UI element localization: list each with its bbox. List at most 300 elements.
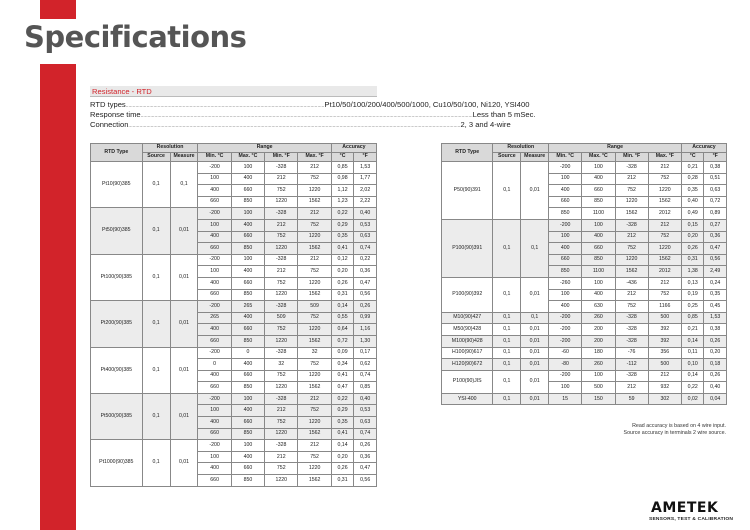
range-max-c-cell: 100 <box>231 440 264 452</box>
accuracy-c-cell: 0,11 <box>681 347 703 359</box>
rtd-type-cell: Pt400(90)385 <box>91 347 143 393</box>
accuracy-f-cell: 0,53 <box>354 219 377 231</box>
source-resolution-cell: 0,1 <box>493 324 521 336</box>
range-min-f-cell: -436 <box>615 277 648 289</box>
measure-resolution-cell: 0,01 <box>521 370 549 393</box>
range-min-c-cell: 265 <box>198 312 231 324</box>
range-max-c-cell: 100 <box>582 370 615 382</box>
intro-section <box>90 86 536 130</box>
col-header-range: Range <box>549 144 682 153</box>
range-max-c-cell: 400 <box>231 266 264 278</box>
range-min-c-cell: 100 <box>198 173 231 185</box>
rtd-spec-table-left <box>90 143 377 487</box>
table-row <box>91 393 377 405</box>
col-header-rtd-type: RTD Type <box>91 144 143 162</box>
range-max-f-cell: 1562 <box>298 382 331 394</box>
range-min-f-cell: -328 <box>265 162 298 174</box>
range-max-f-cell: 752 <box>298 405 331 417</box>
range-max-c-cell: 100 <box>231 393 264 405</box>
range-min-f-cell: 752 <box>265 185 298 197</box>
range-min-c-cell: 660 <box>198 289 231 301</box>
col-header-measure: Measure <box>170 153 198 162</box>
table-row <box>91 254 377 266</box>
range-min-f-cell: -112 <box>615 359 648 371</box>
accuracy-f-cell: 0,17 <box>354 347 377 359</box>
range-max-f-cell: 32 <box>298 347 331 359</box>
source-resolution-cell: 0,1 <box>493 312 521 324</box>
range-max-f-cell: 212 <box>648 162 681 174</box>
side-bar <box>40 64 76 530</box>
range-min-c-cell: -200 <box>198 347 231 359</box>
accuracy-c-cell: 0,21 <box>681 324 703 336</box>
range-max-c-cell: 400 <box>231 219 264 231</box>
range-min-f-cell: 752 <box>265 231 298 243</box>
accuracy-f-cell: 0,38 <box>704 162 727 174</box>
table-row <box>442 359 727 371</box>
range-max-c-cell: 100 <box>231 254 264 266</box>
table-row <box>442 324 727 336</box>
range-min-f-cell: -328 <box>265 440 298 452</box>
col-header-min-c: Min. °C <box>549 153 582 162</box>
measure-resolution-cell: 0,01 <box>521 393 549 405</box>
accuracy-c-cell: 0,47 <box>331 382 354 394</box>
intro-label: RTD types <box>90 100 126 109</box>
range-max-f-cell: 212 <box>648 219 681 231</box>
table-row <box>442 162 727 174</box>
source-resolution-cell: 0,1 <box>142 347 170 393</box>
accuracy-f-cell: 0,45 <box>704 301 727 313</box>
accuracy-f-cell: 0,74 <box>354 370 377 382</box>
range-min-f-cell: 752 <box>265 277 298 289</box>
measure-resolution-cell: 0,1 <box>521 219 549 277</box>
accuracy-f-cell: 0,22 <box>354 254 377 266</box>
accuracy-f-cell: 0,40 <box>354 208 377 220</box>
range-min-c-cell: 15 <box>549 393 582 405</box>
accuracy-f-cell: 0,47 <box>354 277 377 289</box>
range-min-c-cell: 660 <box>549 254 582 266</box>
accuracy-c-cell: 0,41 <box>331 428 354 440</box>
range-max-c-cell: 400 <box>231 312 264 324</box>
accuracy-c-cell: 0,64 <box>331 324 354 336</box>
range-min-f-cell: 752 <box>265 463 298 475</box>
range-min-f-cell: 212 <box>265 451 298 463</box>
accuracy-c-cell: 0,29 <box>331 405 354 417</box>
range-min-f-cell: 212 <box>265 219 298 231</box>
measure-resolution-cell: 0,1 <box>170 162 198 208</box>
range-min-f-cell: 32 <box>265 359 298 371</box>
col-header-range: Range <box>198 144 331 153</box>
range-min-c-cell: -200 <box>198 393 231 405</box>
accuracy-c-cell: 0,31 <box>331 289 354 301</box>
col-header-max-c: Max. °C <box>582 153 615 162</box>
range-min-f-cell: 212 <box>265 173 298 185</box>
range-max-c-cell: 400 <box>231 451 264 463</box>
rtd-type-cell: P50(90)391 <box>442 162 493 220</box>
leader-dots: ............................................................................................................................................................................................................................................... <box>140 113 473 119</box>
accuracy-f-cell: 0,26 <box>704 335 727 347</box>
range-max-f-cell: 752 <box>298 451 331 463</box>
logo-text: AMETEK <box>651 500 719 516</box>
range-max-c-cell: 850 <box>231 335 264 347</box>
range-min-f-cell: 752 <box>265 324 298 336</box>
range-max-f-cell: 212 <box>298 440 331 452</box>
range-min-f-cell: 1562 <box>615 266 648 278</box>
accuracy-f-cell: 0,27 <box>704 219 727 231</box>
range-min-f-cell: 1220 <box>265 428 298 440</box>
col-header-rtd-type: RTD Type <box>442 144 493 162</box>
range-max-c-cell: 850 <box>582 254 615 266</box>
accuracy-f-cell: 0,56 <box>354 475 377 487</box>
table-row <box>442 370 727 382</box>
range-max-f-cell: 392 <box>648 335 681 347</box>
source-resolution-cell: 0,1 <box>493 277 521 312</box>
accuracy-c-cell: 0,02 <box>681 393 703 405</box>
range-max-f-cell: 752 <box>298 359 331 371</box>
table-row <box>91 208 377 220</box>
range-min-c-cell: -200 <box>198 301 231 313</box>
range-max-c-cell: 660 <box>231 185 264 197</box>
accuracy-c-cell: 0,13 <box>681 277 703 289</box>
range-min-c-cell: 100 <box>549 173 582 185</box>
col-header-min-f: Min. °F <box>615 153 648 162</box>
range-max-f-cell: 1562 <box>298 243 331 255</box>
accuracy-c-cell: 0,28 <box>681 173 703 185</box>
accuracy-f-cell: 0,38 <box>704 324 727 336</box>
range-min-f-cell: -328 <box>615 335 648 347</box>
col-header-resolution: Resolution <box>142 144 198 153</box>
range-max-c-cell: 100 <box>231 208 264 220</box>
range-min-f-cell: 212 <box>265 405 298 417</box>
range-min-c-cell: 850 <box>549 208 582 220</box>
rtd-spec-table-right <box>441 143 727 405</box>
col-header-resolution: Resolution <box>493 144 549 153</box>
range-max-c-cell: 1100 <box>582 208 615 220</box>
range-max-c-cell: 850 <box>231 196 264 208</box>
intro-row <box>90 120 511 130</box>
range-min-f-cell: -328 <box>265 254 298 266</box>
range-min-c-cell: 100 <box>549 289 582 301</box>
accuracy-c-cell: 0,12 <box>331 254 354 266</box>
intro-value: Pt10/50/100/200/400/500/1000, Cu10/50/100, Ni120, YSI400 <box>324 100 530 109</box>
rtd-type-cell: Pt50(90)385 <box>91 208 143 254</box>
accuracy-c-cell: 1,12 <box>331 185 354 197</box>
accuracy-c-cell: 0,20 <box>331 451 354 463</box>
accuracy-f-cell: 0,63 <box>704 185 727 197</box>
accuracy-c-cell: 0,15 <box>681 219 703 231</box>
intro-label: Connection <box>90 120 129 129</box>
range-max-f-cell: 1220 <box>298 231 331 243</box>
range-max-c-cell: 200 <box>582 335 615 347</box>
source-resolution-cell: 0,1 <box>142 162 170 208</box>
range-max-c-cell: 500 <box>582 382 615 394</box>
accuracy-c-cell: 0,41 <box>331 243 354 255</box>
source-resolution-cell: 0,1 <box>493 347 521 359</box>
range-min-c-cell: 100 <box>198 219 231 231</box>
range-max-c-cell: 850 <box>231 289 264 301</box>
range-max-c-cell: 100 <box>231 162 264 174</box>
accuracy-c-cell: 0,85 <box>681 312 703 324</box>
range-max-c-cell: 180 <box>582 347 615 359</box>
range-min-f-cell: -328 <box>265 393 298 405</box>
accuracy-c-cell: 0,40 <box>681 196 703 208</box>
range-min-c-cell: 100 <box>549 382 582 394</box>
accuracy-f-cell: 2,22 <box>354 196 377 208</box>
range-max-c-cell: 660 <box>231 463 264 475</box>
range-min-f-cell: 752 <box>265 370 298 382</box>
range-max-c-cell: 850 <box>231 382 264 394</box>
range-max-f-cell: 392 <box>648 324 681 336</box>
range-min-c-cell: 0 <box>198 359 231 371</box>
range-max-c-cell: 400 <box>582 173 615 185</box>
accuracy-c-cell: 0,98 <box>331 173 354 185</box>
range-min-f-cell: -328 <box>265 347 298 359</box>
range-max-f-cell: 500 <box>648 359 681 371</box>
range-min-f-cell: 752 <box>615 301 648 313</box>
range-min-f-cell: 212 <box>615 231 648 243</box>
range-min-f-cell: -328 <box>615 162 648 174</box>
range-max-f-cell: 1562 <box>298 335 331 347</box>
range-min-c-cell: 100 <box>198 266 231 278</box>
table-row <box>91 301 377 313</box>
range-max-f-cell: 752 <box>648 173 681 185</box>
range-max-f-cell: 2012 <box>648 266 681 278</box>
range-min-c-cell: -200 <box>549 162 582 174</box>
range-min-f-cell: 1220 <box>265 382 298 394</box>
accuracy-f-cell: 0,36 <box>354 266 377 278</box>
accuracy-c-cell: 1,38 <box>681 266 703 278</box>
accuracy-c-cell: 0,22 <box>681 382 703 394</box>
range-min-f-cell: 1220 <box>265 243 298 255</box>
range-min-f-cell: -328 <box>615 324 648 336</box>
accuracy-c-cell: 0,31 <box>331 475 354 487</box>
range-min-f-cell: -328 <box>265 208 298 220</box>
table-row <box>442 335 727 347</box>
range-min-c-cell: 660 <box>198 243 231 255</box>
range-min-c-cell: -200 <box>549 370 582 382</box>
range-max-f-cell: 752 <box>298 312 331 324</box>
range-max-c-cell: 400 <box>231 173 264 185</box>
range-max-f-cell: 1220 <box>648 185 681 197</box>
accuracy-f-cell: 0,40 <box>704 382 727 394</box>
col-header-max-c: Max. °C <box>231 153 264 162</box>
range-min-f-cell: 212 <box>615 289 648 301</box>
range-min-c-cell: -200 <box>549 324 582 336</box>
col-header-max-f: Max. °F <box>298 153 331 162</box>
range-max-f-cell: 212 <box>298 162 331 174</box>
range-max-c-cell: 850 <box>582 196 615 208</box>
range-max-f-cell: 212 <box>298 393 331 405</box>
range-max-c-cell: 100 <box>582 219 615 231</box>
range-min-f-cell: 1220 <box>615 196 648 208</box>
source-resolution-cell: 0,1 <box>142 254 170 300</box>
range-min-f-cell: 212 <box>615 382 648 394</box>
range-min-c-cell: 660 <box>198 382 231 394</box>
measure-resolution-cell: 0,01 <box>521 347 549 359</box>
accuracy-c-cell: 0,35 <box>681 185 703 197</box>
intro-value: Less than 5 mSec. <box>472 110 536 119</box>
note-source-accuracy: Source accuracy in terminals 2 wire source. <box>623 430 726 436</box>
accuracy-f-cell: 0,04 <box>704 393 727 405</box>
range-max-c-cell: 100 <box>582 162 615 174</box>
rtd-type-cell: H120(90)672 <box>442 359 493 371</box>
measure-resolution-cell: 0,01 <box>521 162 549 220</box>
rtd-type-cell: Pt500(90)385 <box>91 393 143 439</box>
range-max-f-cell: 1562 <box>298 475 331 487</box>
range-min-f-cell: 1220 <box>265 289 298 301</box>
range-min-f-cell: -328 <box>615 312 648 324</box>
rtd-type-cell: YSI-400 <box>442 393 493 405</box>
accuracy-f-cell: 1,16 <box>354 324 377 336</box>
range-max-c-cell: 660 <box>231 324 264 336</box>
range-max-f-cell: 1220 <box>298 370 331 382</box>
accuracy-c-cell: 0,21 <box>681 162 703 174</box>
range-max-c-cell: 150 <box>582 393 615 405</box>
accuracy-f-cell: 0,99 <box>354 312 377 324</box>
range-max-c-cell: 265 <box>231 301 264 313</box>
intro-label: Response time <box>90 110 141 119</box>
range-max-c-cell: 850 <box>231 243 264 255</box>
source-resolution-cell: 0,1 <box>142 208 170 254</box>
range-max-f-cell: 1562 <box>298 428 331 440</box>
range-min-f-cell: 212 <box>265 266 298 278</box>
range-max-f-cell: 1166 <box>648 301 681 313</box>
range-max-c-cell: 260 <box>582 359 615 371</box>
range-min-c-cell: 400 <box>198 463 231 475</box>
accuracy-f-cell: 0,35 <box>704 289 727 301</box>
measure-resolution-cell: 0,01 <box>170 347 198 393</box>
intro-row <box>90 100 530 110</box>
accuracy-c-cell: 0,26 <box>681 243 703 255</box>
accuracy-f-cell: 0,85 <box>354 382 377 394</box>
accuracy-c-cell: 0,14 <box>681 335 703 347</box>
col-header-acc-f: °F <box>704 153 727 162</box>
range-max-f-cell: 752 <box>648 231 681 243</box>
range-max-f-cell: 1220 <box>298 185 331 197</box>
range-max-c-cell: 0 <box>231 347 264 359</box>
rtd-type-cell: M10(90)427 <box>442 312 493 324</box>
source-resolution-cell: 0,1 <box>493 359 521 371</box>
range-min-f-cell: 752 <box>615 185 648 197</box>
rtd-type-cell: Pt10(90)385 <box>91 162 143 208</box>
measure-resolution-cell: 0,01 <box>170 440 198 486</box>
rtd-type-cell: Pt1000(90)385 <box>91 440 143 486</box>
accuracy-f-cell: 0,26 <box>704 370 727 382</box>
range-max-f-cell: 1562 <box>648 254 681 266</box>
range-min-f-cell: -328 <box>615 370 648 382</box>
intro-row <box>90 110 536 120</box>
range-min-c-cell: 660 <box>549 196 582 208</box>
accuracy-f-cell: 0,74 <box>354 428 377 440</box>
measure-resolution-cell: 0,01 <box>521 324 549 336</box>
range-max-f-cell: 1562 <box>298 289 331 301</box>
range-max-c-cell: 660 <box>231 277 264 289</box>
measure-resolution-cell: 0,01 <box>170 393 198 439</box>
range-max-c-cell: 1100 <box>582 266 615 278</box>
accuracy-c-cell: 0,09 <box>331 347 354 359</box>
accuracy-f-cell: 0,40 <box>354 393 377 405</box>
range-max-f-cell: 1562 <box>648 196 681 208</box>
accuracy-c-cell: 0,49 <box>681 208 703 220</box>
range-max-f-cell: 932 <box>648 382 681 394</box>
range-min-f-cell: 212 <box>615 173 648 185</box>
accuracy-f-cell: 2,02 <box>354 185 377 197</box>
range-min-c-cell: 100 <box>198 405 231 417</box>
intro-value: 2, 3 and 4-wire <box>460 120 511 129</box>
range-max-f-cell: 1220 <box>298 324 331 336</box>
range-max-f-cell: 500 <box>648 312 681 324</box>
rtd-type-cell: Pt200(90)385 <box>91 301 143 347</box>
range-min-f-cell: 752 <box>265 417 298 429</box>
range-max-c-cell: 260 <box>582 312 615 324</box>
range-min-f-cell: 1220 <box>615 254 648 266</box>
col-header-acc-f: °F <box>354 153 377 162</box>
accuracy-c-cell: 0,25 <box>681 301 703 313</box>
accuracy-f-cell: 0,63 <box>354 231 377 243</box>
col-header-source: Source <box>493 153 521 162</box>
range-max-c-cell: 100 <box>582 277 615 289</box>
col-header-acc-c: °C <box>681 153 703 162</box>
range-min-f-cell: -76 <box>615 347 648 359</box>
range-min-c-cell: -260 <box>549 277 582 289</box>
range-min-c-cell: 400 <box>198 185 231 197</box>
accuracy-c-cell: 0,14 <box>331 301 354 313</box>
leader-dots: ............................................................................................................................................... <box>125 103 325 109</box>
range-max-f-cell: 1220 <box>298 463 331 475</box>
range-max-f-cell: 2012 <box>648 208 681 220</box>
accuracy-f-cell: 1,53 <box>704 312 727 324</box>
source-resolution-cell: 0,1 <box>142 393 170 439</box>
table-row <box>91 347 377 359</box>
accuracy-c-cell: 0,34 <box>331 359 354 371</box>
range-min-c-cell: 400 <box>549 301 582 313</box>
accuracy-c-cell: 0,72 <box>331 335 354 347</box>
accuracy-c-cell: 0,55 <box>331 312 354 324</box>
range-min-c-cell: 850 <box>549 266 582 278</box>
table-row <box>91 162 377 174</box>
range-min-c-cell: -200 <box>549 335 582 347</box>
table-row <box>442 347 727 359</box>
col-header-min-f: Min. °F <box>265 153 298 162</box>
accuracy-f-cell: 0,18 <box>704 359 727 371</box>
brand-tagline: SENSORS, TEST & CALIBRATION <box>649 517 734 522</box>
accuracy-f-cell: 1,77 <box>354 173 377 185</box>
range-max-f-cell: 752 <box>298 266 331 278</box>
note-read-accuracy: Read accuracy is based on 4 wire input. <box>632 423 726 429</box>
range-max-c-cell: 660 <box>231 370 264 382</box>
accuracy-f-cell: 0,20 <box>704 347 727 359</box>
range-max-f-cell: 1220 <box>298 417 331 429</box>
measure-resolution-cell: 0,01 <box>170 301 198 347</box>
range-min-c-cell: 660 <box>198 335 231 347</box>
accuracy-f-cell: 0,56 <box>704 254 727 266</box>
col-header-accuracy: Accuracy <box>681 144 726 153</box>
range-min-f-cell: 509 <box>265 312 298 324</box>
col-header-acc-c: °C <box>331 153 354 162</box>
accuracy-c-cell: 0,85 <box>331 162 354 174</box>
table-row <box>442 219 727 231</box>
measure-resolution-cell: 0,01 <box>521 277 549 312</box>
range-max-c-cell: 660 <box>231 417 264 429</box>
range-max-f-cell: 752 <box>298 173 331 185</box>
range-min-c-cell: 400 <box>198 324 231 336</box>
range-max-f-cell: 356 <box>648 347 681 359</box>
table-row <box>442 393 727 405</box>
rtd-type-cell: Pt100(90)385 <box>91 254 143 300</box>
accuracy-f-cell: 0,51 <box>704 173 727 185</box>
range-max-c-cell: 400 <box>231 405 264 417</box>
accuracy-c-cell: 0,20 <box>331 266 354 278</box>
accuracy-f-cell: 0,56 <box>354 289 377 301</box>
